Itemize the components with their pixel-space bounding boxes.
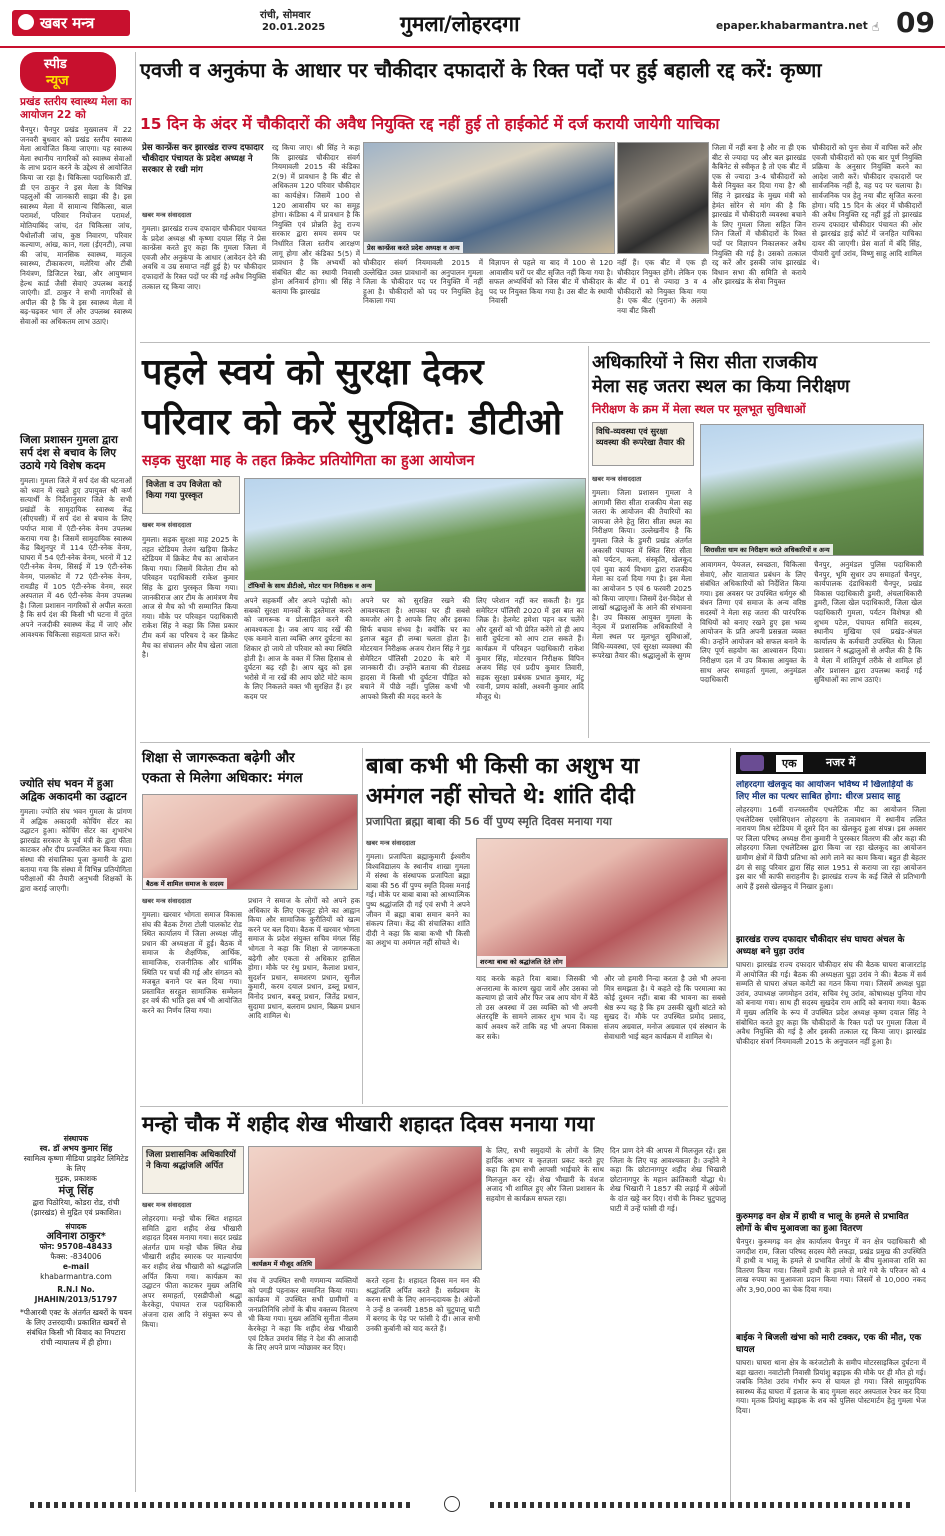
article-body: करते रहना है। शहादत दिवस मन मन की श्रद्धांजलि अर्पित करते हैं। सर्वप्रथम के करना सभी के लिए आनन्ददायक है। अंग्रेजों ने उन्हें 8 जनवरी 1858 को चुटुपालू घाटी में बरगद के पेड़ पर फांसी दे दी। आज सभी उनकी कुर्बानी को याद करते हैं।: [366, 1276, 480, 1333]
nazar-banner: एक नजर में: [736, 752, 926, 774]
news-body: लोहरदगा। 16वीं राज्यस्तरीय एथलेटिक मीट का आयोजन जिला एथलेटिक्स एसोसिएशन लोहरदगा के तत्वावधान में स्थानीय ललित नारायण मिश्र स्टेडियम में दूसरे दिन का खेलकूद हुआ संपन्न। इस अवसर पर जिला परिषद अध्यक्ष रीना कुमारी ने पुरस्कार वितरण की और कहा की लोहरदगा जिला एथलेटिक्स द्वारा किया जा रहा खेलकूद का आयोजन ग्रामीण क्षेत्रों में छिपी प्रतिभा को आगे लाने का काम किया। बहुत ही बेहतर ढंग से साहू परिवार द्वारा सिंह साल 1951 से कराया जा रहा आयोजन इस बार भी काफी सराहनीय है। झारखंड राज्य के कई जिले से प्रतिभागी आये हैं इससे खेलकूद में निखार हुआ।: [736, 805, 926, 891]
news-headline: कुरुमगढ़ वन क्षेत्र में हाथी व भालू के हमले से प्रभावित लोगों के बीच मुआवजा का हुआ वितरण: [736, 1212, 909, 1234]
color-bar: [490, 1502, 910, 1508]
speed-news-badge: स्पीड न्यूज: [20, 52, 116, 92]
article-body: नहीं हैं। एक बीट में एक ही चौकीदार नियुक्त होंगे। लेकिन एक बीट में 01 से ज्यादा 3 व 4 चौकीदारों को नियुक्त किया गया है। एक बीट (पुराना) के अलावे नया बीट किसी: [617, 258, 707, 315]
article-body: के लिए, सभी समुदायों के लोगों के लिए हार्दिक आभार व कृतज्ञता प्रकट करते हुए कहा कि हम सभी आपसी भाईचारे के साथ मिलजुल कर रहें। शेख भीखारी के वंशज अजाद भी शामिल हुए और जिला प्रशासन के सहयोग से कार्यक्रम सफल रहा।: [486, 1146, 604, 1203]
article-body: चैनपुर, अनुमंडल पुलिस पदाधिकारी चैनपुर, भूमि सुधार उप समाहर्ता चैनपुर, कार्यपालक दंडाधिकारी चैनपुर, प्रखंड विकास पदाधिकारी डुमरी, अंचलाधिकारी डुमरी, जिला खेल पदाधिकारी, जिला खेल पदाधिकारी गुमला, पर्यटन विशेषज्ञ श्री शुभम पटेल, पंचायत समिति सदस्य, स्थानीय मुखिया एवं प्रखंड-अंचल कार्यालय के कर्मचारी उपस्थित थे। जिला प्रशासन ने श्रद्धालुओं से अपील की है कि वे मेला में शांतिपूर्ण तरीके से शामिल हों और प्रशासन द्वारा उपलब्ध कराई गई सुविधाओं का लाभ उठाएं।: [814, 560, 922, 685]
safety-box: विजेता व उप विजेता को किया गया पुरस्कृत: [142, 476, 240, 514]
article-body: अपने सहकर्मी और अपने पड़ोसी को। सबको सुरक्षा मानकों के इस्तेमाल करने को जागरूक व प्रोत्साहित करने की आवश्यकता है। जब आप याद रखें की एक कमाने वाला व्यक्ति अगर दुर्घटना का शिकार हो जाये तो परिवार को क्या स्थिति होती है। आज के वक्त में जिस हिसाब से दुर्घटना बढ़ रही है। आप खुद को इस भरोसे में ना रखें की आप छोटे मोटे काम के लिए निकलते वक्त भी सुरक्षित हैं। हर कदम पर: [244, 596, 352, 701]
news-headline: जिला प्रशासन गुमला द्वारा सर्प दंश से बचाव के लिए उठाये गये विशेष कदम: [20, 434, 118, 472]
section-title: गुमला/लोहरदगा: [400, 12, 520, 36]
baba-headline-2: अमंगल नहीं सोचते थे: शांति दीदी: [366, 784, 635, 809]
article-body: गुमला। झारखंड राज्य दफादार चौकीदार पंचायत के प्रदेश अध्यक्ष श्री कृष्णा दयाल सिंह ने प्रेस कान्फ्रेंस करते हुए कहा कि गुमला जिला में एवजी और अनुकंपा के आधार (आवेदन देने की अवधि व उम्र समाप्त नहीं हुई है) पर चौकीदार दफादारों के रिक्त पदों पर की गई अवैध नियुक्ति तत्काल रद्द किया जाए।: [142, 224, 266, 291]
fair-box: विधि-व्यवस्था एवं सुरक्षा व्यवस्था की रूपरेखा तैयार की: [592, 422, 694, 466]
byline: खबर मन्त्र संवाददाता: [142, 211, 192, 219]
column-divider: [730, 748, 731, 1508]
safety-headline-2: परिवार को करें सुरक्षित: डीटीओ: [142, 402, 563, 443]
photo-caption: सिरासीता धाम का निरीक्षण करते अधिकारियों व अन्य: [701, 544, 833, 555]
cursor-icon: ☝: [872, 20, 880, 34]
news-body: चैनपुर। चैनपुर प्रखंड मुख्यालय में 22 जनवरी बुधवार को प्रखंड स्तरीय स्वास्थ्य मेला आयोजित किया जाएगा। यह स्वास्थ्य मेला स्थानीय नागरिकों को स्वास्थ्य सेवाओं के लाभ प्रदान करने के उद्देश्य से आयोजित किया जा रहा है। चिकित्सा पदाधिकारी डॉ. डी एन ठाकुर ने इस मेला के विभिन्न पहलुओं की जानकारी साझा की है। इस स्वास्थ्य मेला में सामान्य चिकित्सा, बाल परामर्श, परिवार नियोजन परामर्श, मोतियाबिंद जांच, दंत चिकित्सा जांच, पैथोलॉजी जांच, कुष्ठ निवारण, परिवार कल्याण, आंख, कान, गला (ईएनटी), त्वचा की जांच, मानसिक स्वास्थ्य, मातृत्व स्वास्थ्य, टीकाकरण, मलेरिया और टीबी नियंत्रण, डिजिटल रेखा, और आयुष्मान हेल्थ कार्ड जैसी सेवाएं उपलब्ध कराई जाएंगी। डॉ. ठाकुर ने सभी नागरिकों से अपील की है कि वे इस स्वास्थ्य मेला में बढ़-चढ़कर भाग लें और उपलब्ध स्वास्थ्य सेवाओं का अधिकतम लाभ उठाएं।: [20, 125, 132, 326]
lead-photo: [363, 142, 615, 254]
photo-caption: शरन्धा बाबा को श्रद्धांजलि देते लोग: [477, 956, 566, 967]
lead-photo-2: [617, 142, 709, 254]
byline: खबर मन्त्र संवाददाता: [142, 897, 192, 905]
page-number: 09: [896, 6, 935, 39]
article-body: चौकीदार संवर्ग नियमावली 2015 में उल्लेखित उक्त प्रावधानों का अनुपालन गुमला जिला के चौकीदार पद पर नियुक्ति में नहीं हुआ है। चौकीदारों को पद पर नियुक्ति हेतु निकाला गया: [363, 258, 483, 306]
article-body: मंच में उपस्थित सभी गणमान्य व्यक्तियों को पगड़ी पहनाकर सम्मानित किया गया। कार्यक्रम में उपस्थित सभी ग्रामीणों व जनप्रतिनिधि लोगों के बीच वक्तव्य वितरण भी किया गया। मुख्य अतिथि सुनीता नीलम केरकेट्टा ने कहा कि शहीद शेख भीखारी एवं टिकैत उमरांव सिंह ने देश की आजादी के लिए अपने प्राण न्योछावर कर दिए।: [248, 1276, 358, 1353]
lead-subhead: 15 दिन के अंदर में चौकीदारों की अवैध नियुक्ति रद्द नहीं हुई तो हाईकोर्ट में दर्ज करायी जायेगी याचिका: [140, 115, 720, 133]
article-body: दिन प्राण देने की आपस में मिलजुल रहें। इस जिला के लिए यह आवश्यकता है। उन्होंने ने कहा कि छोटानागपुर शहीद शेख भिखारी छोटानागपुर के महान क्रांतिकारी योद्धा थे। शेख भिखारी ने 1857 की लड़ाई में अंग्रेजों के दांत खट्टे कर दिए। रांची के निकट चुटुपालू घाटी में उन्हें फांसी दी गई।: [610, 1146, 726, 1213]
article-body: और जो हमारी निन्दा करता है उसे भी अपना मित्र समझता है। ये कहते रहे कि परमात्मा का कोई दुश्मन नहीं। बाबा की भावना का सबसे श्रेष्ठ रूप यह है कि हम उसकी खुशी बांटते को सुखद दें। मौके पर उपस्थित प्रमोद प्रसाद, संजय अग्रवाल, मनोज अग्रवाल एवं संस्थान के सेवाधारी भाई बहन कार्यक्रम में शामिल थे।: [604, 974, 726, 1041]
article-body: लोहरदगा। मन्हो चौक स्थित शहादत समिति द्वारा शहीद शेख भीखारी शहादत दिवस मनाया गया। सदर प्रखंड अंतर्गत ग्राम मन्हो चौक स्थित शेख भीखारी शहीद स्मारक पर माल्यार्पण कर शहीद शेख भीखारी को श्रद्धांजलि अर्पित किया गया। कार्यक्रम का उद्घाटन फीता काटकर मुख्य अतिथि अपर समाहर्ता, एसडीपीओ श्रद्धा केरकेट्टा, पंचायत राज पदाधिकारी अंजना दास आदि ने संयुक्त रूप से किया।: [142, 1214, 242, 1329]
section-divider: [140, 342, 930, 343]
lead-headline: एवजी व अनुकंपा के आधार पर चौकीदार दफादारों के रिक्त पदों पर हुई बहाली रद्द करें: कृष्णा: [140, 58, 822, 82]
brand-icon: [18, 14, 34, 30]
photo-caption: प्रेस कान्फ्रेंस करते प्रदेश अध्यक्ष व अन्य: [364, 242, 463, 253]
column-divider: [588, 346, 589, 738]
register-mark-icon: [444, 1496, 460, 1512]
article-body: जिला में नहीं बना है और ना ही एक बीट से ज्यादा पद और बल झारखंड कैबिनेट से स्वीकृत है तो एक बीट में एक से ज्यादा 3-4 चौकीदारों को कैसे नियुक्त कर दिया गया है? श्री सिंह ने झारखंड के मुख्य मंत्री को हेमंत सोरेन से मांग की है कि झारखंड में चौकीदारी व्यवस्था बचाने के लिए गुमला जिला सहित जिन जिन जिलों में चौकीदारों के रिक्त पदों पर विज्ञापन निकालकर अवैध नियुक्ति की गई है। उसको तत्काल रद्द करें और इसकी जांच झारखंड विधान सभा की समिति से कराये और झारखंड के सेवा नियुक्त: [712, 143, 806, 287]
education-headline-2: एकता से मिलेगा अधिकार: मंगल: [142, 770, 303, 786]
martyr-headline: मन्हो चौक में शहीद शेख भीखारी शहादत दिवस मनाया गया: [142, 1112, 595, 1136]
article-body: याद करके कहते रिवा बाबा। जिसकी भी अन्तरात्मा के कारण खुदा जायें और उसका जो कल्याण हो जाये और फिर जब आप योग में बैठें तो उस अवस्था में उस व्यक्ति को भी अपनी अंतरदृष्टि के सामने लाकर शुभ भाव दें। यह कार्य अवश्य करें ताकि वह भी अपना विकास कर सके।: [476, 974, 598, 1041]
fair-photo: [700, 424, 924, 556]
article-body: अपने घर को सुरक्षित रखने की आवश्यकता है। आपका घर ही सबसे कमजोर अंग है आपके लिए और इसका सिर्फ बचाव संभव है। क्योंकि घर का इलाज बहुत ही लम्बा चलता होता है। मोटरयान निरीक्षक अजय रोशन सिंह ने गुड सेमेरिटन पॉलिसी 2020 के बारे में जानकारी दी। उन्होंने बताया की रोडसड हादसा में किसी भी दुर्घटना पीड़ित को बचाने में पीछे नहीं। पुलिस कभी भी आपको किसी की मदद करने के: [360, 596, 470, 701]
news-body: गुमला। गुमला जिले में सर्प दंश की घटनाओं को ध्यान में रखते हुए उपायुक्त श्री कर्ण सत्यार्थी के निर्देशानुसार जिले के सभी प्रखंडों के सामुदायिक स्वास्थ्य केंद्र (सीएचसी) में सर्प दंश से बचाव के लिए पर्याप्त मात्रा में एंटी-स्नेक वेनम उपलब्ध कराया गया है। जिसमें सामुदायिक स्वास्थ्य केंद्र बिशुनपुर में 114 एंटी-स्नेक वेनम, घाघरा में 54 एंटी-स्नेक वेनम, भरनो में 12 एंटी-स्नेक वेनम, सिसई में 19 एंटी-स्नेक वेनम, पालकोट में 72 एंटी-स्नेक वेनम, रायडीह में 105 एंटी-स्नेक वेनम, सदर अस्पताल में 46 एंटी-स्नेक वेनम उपलब्ध है। जिला प्रशासन नागरिकों से अपील करता है कि सर्प दंश की किसी भी घटना में तुरंत अपने नजदीकी स्वास्थ्य केंद्र में जाएं और आवश्यक चिकित्सा सहायता प्राप्त करें।: [20, 476, 132, 639]
nazar-logo-icon: [740, 755, 764, 771]
news-body: घाघरा। घाघरा थाना क्षेत्र के करंजटोली के समीप मोटरसाइकिल दुर्घटना में बड़ा खतरा। नवाटोली निवासी प्रियांशु बड़ाइक की मौके पर ही मौत हो गई। जबकि नितेश उरांव गंभीर रूप से घायल हो गया। जिसे सामुदायिक स्वास्थ्य केंद्र घाघरा में इलाज के बाद गुमला सदर अस्पताल रेफर कर दिया गया। मृतक प्रियांशु बड़ाइक के शव को पुलिस पोस्टमार्टम हेतु गुमला भेज दिया।: [736, 1358, 926, 1415]
baba-subhead: प्रजापिता ब्रह्मा बाबा की 56 वीं पुण्य स्मृति दिवस मनाया गया: [366, 815, 612, 828]
article-body: लिए परेशान नहीं कर सकती है। गुड समेरिटन पॉलिसी 2020 में इस बात का जिक्र है। हेलमेट हमेशा पहन कर चलेंगे और दूसरों को भी प्रेरित करेंगे तो ही आप सारी दुर्घटना को आप टाल सकते हैं। कार्यक्रम में परिवहन पदाधिकारी राकेश कुमार सिंह, मोटरयान निरीक्षक विपिन अजय सिंह एवं प्रदीप कुमार तिवारी, सड़क सुरक्षा प्रबंधक प्रभात कुमार, मंटू रवानी, प्रणय कांसी, अश्वनी कुमार आदि मौजूद थे।: [476, 596, 584, 701]
column-divider: [362, 748, 363, 1104]
byline: खबर मन्त्र संवाददाता: [142, 1201, 192, 1209]
section-divider: [140, 1106, 728, 1107]
article-body: विज्ञापन से पहले या बाद में 100 से 120 आवासीय घरों पर बीट सृजित नहीं किया गया है। सफल अभ्यर्थियों को जिस बीट में चौकीदार के पद पर नियुक्त किया गया है। उस बीट के स्थायी निवासी: [489, 258, 613, 306]
news-headline: बाईक ने बिजली खंभा को मारी टक्कर, एक की मौत, एक घायल: [736, 1333, 922, 1355]
education-headline-1: शिक्षा से जागरूकता बढ़ेगी और: [142, 750, 295, 766]
byline: खबर मन्त्र संवाददाता: [366, 839, 416, 847]
news-body: घाघरा। झारखंड राज्य दफादार चौकीदार संघ की बैठक घाघरा बाजारटांड़ में आयोजित की गई। बैठक की अध्यक्षता घुड़ा उरांव ने की। बैठक में सर्व सम्मति से घाघरा अंचल कमेटी का गठन किया गया। जिसमें अध्यक्ष घुड़ा उरांव, उपाध्यक्ष जगमोहन उरांव, सचिव रंथू उरांव, कोषाध्यक्ष पुनिया गोप को बनाया गया। साथ ही सदस्य सुखदेव राम आदि को बनाया गया। बैठक में मुख्य अतिथि के रूप में उपस्थित प्रदेश अध्यक्ष कृष्ण दयाल सिंह ने संबोधित करते हुए कहा कि चौकीदारों के रिक्त पदों पर गुमला जिला में अवैध नियुक्ति की गई है और इसकी तत्काल रद्द किया जाए। झारखंड चौकीदार संवर्ग नियमावली 2015 के अनुपालन नहीं हुआ है।: [736, 960, 926, 1046]
news-body: चैनपुर। कुरुमगढ़ वन क्षेत्र कार्यालय चैनपुर में वन क्षेत्र पदाधिकारी श्री जगदीश राम, जिला परिषद सदस्य मेरी लकड़ा, प्रखंड प्रमुख की उपस्थिति में हाथी व भालू के हमले से प्रभावित लोगों के बीच मुआवजा राशि का वितरण किया गया। जिसमें हाथी के हमले से मारे गये के परिजन को 4 लाख रुपया का मुआवजा प्रदान किया गया। जिसमें से 10,000 नकद और 3,90,000 का चेक दिया गया।: [736, 1237, 926, 1294]
article-body: चौकीदारों को पुनः सेवा में वापिस करें और एवजी चौकीदारों को एक बार पूर्ण नियुक्ति प्रक्रिया के अनुसार नियुक्ति करने का आदेश जारी करें। चौकीदार दफादारों पर सार्वजनिक नहीं है, वह पद पर चलाया है। सार्वजनिक पत्र हेतु नया बीट सृजित करना होगा। यदि 15 दिन के अंदर में चौकीदारों की अवैध नियुक्ति रद्द नहीं हुई तो झारखंड राज्य दफादार चौकीदार पंचायत की ओर से झारखंड हाई कोर्ट में जनहित याचिका दायर की जाएगी। प्रेस वार्ता में बंदि सिंह, पीयारी दुर्गा उरांव, विष्णु साहू आदि शामिल थे।: [812, 143, 922, 268]
epaper-site[interactable]: epaper.khabarmantra.net: [716, 20, 868, 32]
masthead: [0, 0, 945, 48]
nazar-item: [736, 1212, 926, 1327]
fair-headline-1: अधिकारियों ने सिरा सीता राजकीय: [592, 352, 818, 373]
article-body: आवागमन, पेयजल, स्वच्छता, चिकित्सा सेवाएं, और यातायात प्रबंधन के लिए संबंधित अधिकारियों को निर्देशित किया गया। इस अवसर पर उपस्थित धर्मगुरु श्री बंधन तिग्गा एवं समाज के अन्य वरिष्ठ सदस्यों ने मेला सह जतरा की पारंपरिक विधियों को बनाए रखने हुए इस भव्य आयोजन के प्रति अपनी प्रसन्नता व्यक्त की। उन्होंने आयोजन को सफल बनाने के लिए पूर्ण सहयोग का आश्वासन दिया। निरीक्षण दल में उप विकास आयुक्त के साथ अपर समाहर्ता गुमला, अनुमंडल पदाधिकारी: [700, 560, 806, 685]
section-divider: [140, 742, 930, 743]
safety-photo: [244, 478, 586, 592]
martyr-box: जिला प्रशासनिक अधिकारियों ने किया श्रद्धांजलि अर्पित: [142, 1146, 244, 1194]
news-headline: झारखंड राज्य दफादार चौकीदार संघ घाघरा अंचल के अध्यक्ष बने घुड़ा उरांव: [736, 935, 905, 957]
news-headline: लोहरदगा खेलकूद का आयोजन भविष्य में खिलाड़ियों के लिए मील का पत्थर साबित होगा: धीरज प्रसाद साहू: [736, 780, 913, 802]
speed-news-item: [20, 778, 132, 1112]
photo-caption: बैठक में शामिल समाज के सदस्य: [143, 878, 227, 889]
photo-caption: टॉफियों के साथ डीटीओ, मोटर यान निरीक्षक व अन्य: [245, 580, 375, 591]
safety-subhead: सड़क सुरक्षा माह के तहत क्रिकेट प्रतियोगिता का हुआ आयोजन: [142, 453, 475, 469]
byline: खबर मन्त्र संवाददाता: [142, 521, 192, 529]
nazar-item: [736, 780, 926, 929]
nazar-column: [736, 780, 926, 1508]
imprint: संस्थापक स्व. डॉ अभय कुमार सिंह स्वामित्व कृष्णा मीडिया प्राइवेट लिमिटेड के लिए मुद्रक, प्रकाशक मंजू सिंह द्वारा पिठोरिया, कोडरा रोड, रांची (झारखंड) से मुद्रित एवं प्रकाशित। संपादक अविनाश ठाकुर* फोन: 95708-48433 फैक्स: -834006 e-mail khabarmantra.com R.N.I No. JHAHIN/2013/51797 *पीआरबी एक्ट के अंतर्गत खबरों के चयन के लिए उत्तरदायी। प्रकाशित खबरों से संबंधित किसी भी विवाद का निपटारा रांची न्यायालय में ही होगा।: [20, 1134, 132, 1347]
speed-news-item: [20, 96, 132, 430]
martyr-photo: [248, 1146, 482, 1270]
photo-caption: कार्यक्रम में मौजूद अतिथि: [249, 1258, 315, 1269]
fair-subhead: निरीक्षण के क्रम में मेला स्थल पर मूलभूत सुविधाओं: [592, 402, 806, 416]
article-body: प्रधान ने समाज के लोगों को अपने हक अधिकार के लिए एकजुट होने का आह्वान किया और सामाजिक कुरीतियों को खत्म करने पर बल दिया। बैठक में खरवार भोगता समाज के प्रदेश संयुक्त सचिव मंगल सिंह भोगता ने कहा कि शिक्षा से जागरूकता बढ़ेगी और एकता से अधिकार हासिल होगा। मौके पर रंथु प्रधान, कैलाश प्रधान, सुदर्शन प्रधान, समशरण प्रधान, सुनील कुमारी, करम दयाल प्रधान, डब्लू प्रधान, विनोद प्रधान, बबलू प्रधान, जितेंद्र प्रधान, सुदामा प्रधान, बलराम प्रधान, बिक्रम प्रधान आदि शामिल थे।: [248, 896, 360, 1021]
byline: खबर मन्त्र संवाददाता: [592, 475, 642, 483]
article-body: गुमला। सड़क सुरक्षा माह 2025 के तहत स्टेडियम तेलंग खड़िया क्रिकेट स्टेडियम में क्रिकेट मैच का आयोजन किया गया। जिसमें विजेता टीम को परिवहन पदाधिकारी राकेश कुमार सिंह के द्वारा पुरस्कृत किया गया। जानकीराज आर टीम के आमंत्रण मैच आज से मैच को भी सम्मानित किया गया। मौके पर परिवहन पदाधिकारी राकेश सिंह ने कहा कि जिस प्रकार टीम कर्म का परिचय दे कर क्रिकेट मैच का संचालन और मैच खेला जाता है।: [142, 535, 238, 660]
article-body: गुमला। खरवार भोगता समाज विकास संघ की बैठक टेंगरा टोली पालकोट रोड स्थित कार्यालय में जिला अध्यक्ष जीतू प्रधान की अध्यक्षता में हुई। बैठक में समाज के शैक्षणिक, आर्थिक, सामाजिक, राजनीतिक और धार्मिक स्थिति पर चर्चा की गई और संगठन को मजबूत बनाने पर बल दिया गया। प्रस्तावित सरहुल सामाजिक सम्मेलन हर वर्ष की भांति इस वर्ष भी आयोजित करने का निर्णय लिया गया।: [142, 910, 242, 1015]
header-date: 20.01.2025: [262, 22, 326, 33]
column-divider: [135, 52, 136, 1492]
article-body: गुमला। प्रजापिता ब्रह्माकुमारी ईश्वरीय विश्वविद्यालय के स्थानीय शाखा गुमला में संस्था के संस्थापक प्रजापिता ब्रह्मा बाबा की 56 वीं पुण्य स्मृति दिवस मनाई गई। मौके पर बाबा बाबा को आध्यात्मिक पुष्प श्रद्धांजलि दी गई एवं सभी ने अपने जीवन में ब्रह्मा बाबा समान बनने का संकल्प लिया। केंद्र की संचालिका शांति दीदी ने कहा कि बाबा कभी भी किसी का अशुभ या अमंगल नहीं सोचते थे।: [366, 852, 470, 948]
speed-news-item: [20, 434, 132, 774]
news-body: गुमला। ज्योति संघ भवन गुमला के प्रांगण में अद्विक अकादमी कोचिंग सेंटर का उद्घाटन हुआ। कोचिंग सेंटर का शुभारंभ झारखंड सरकार के पूर्व मंत्री के द्वारा फीता काटकर और दीप प्रज्वलित कर किया गया। संस्था की संचालिका पूजा कुमारी के द्वारा बताया गया कि संस्था में विभिन्न प्रतियोगिता परीक्षाओं की तैयारी अनुभवी शिक्षकों के द्वारा कराई जाएगी।: [20, 807, 132, 893]
brand-name: खबर मन्त्र: [40, 14, 95, 32]
nazar-item: [736, 935, 926, 1206]
news-headline: प्रखंड स्तरीय स्वास्थ्य मेला का आयोजन 22 को: [20, 96, 132, 121]
baba-photo: [476, 838, 728, 968]
baba-headline-1: बाबा कभी भी किसी का अशुभ या: [366, 754, 640, 779]
safety-headline-1: पहले स्वयं को सुरक्षा देकर: [142, 352, 484, 393]
news-headline: ज्योति संघ भवन में हुआ अद्विक अकादमी का उद्घाटन: [20, 778, 127, 803]
fair-headline-2: मेला सह जतरा स्थल का किया निरीक्षण: [592, 376, 850, 397]
article-body: गुमला। जिला प्रशासन गुमला ने आगामी सिरा सीता राजकीय मेला सह जतरा के आयोजन की तैयारियों का जायजा लेने हेतु सिरा सीता स्थल का निरीक्षण किया। उल्लेखनीय है कि गुमला जिले के डुमरी प्रखंड अंतर्गत अकासी पंचायत में स्थित सिरा सीता को पर्यटन, कला, संस्कृति, खेलकूद एवं युवा कार्य विभाग द्वारा राजकीय मेला का दर्जा दिया गया है। इस मेला का आयोजन 5 एवं 6 फरवरी 2025 को किया जाएगा। जिसमें देश-विदेश से लाखों श्रद्धालुओं के आने की संभावना है। उप विकास आयुक्त गुमला के नेतृत्व में प्रशासनिक अधिकारियों ने मेला स्थल पर मूलभूत सुविधाओं, विधि-व्यवस्था, एवं सुरक्षा व्यवस्था की रूपरेखा तैयार की। श्रद्धालुओं के सुगम: [592, 488, 692, 661]
header-city: रांची, सोमवार: [260, 10, 311, 21]
nazar-item: [736, 1333, 926, 1468]
article-body: रद्द किया जाए। श्री सिंह ने कहा कि झारखंड चौकीदार संवर्ग नियमावली 2015 की कंडिका 2(9) में प्रावधान है कि बीट से अधिकतम 120 परिवार चौकीदार का कार्यक्षेत्र। जिसमें 100 से 120 आवासीय घर का समूह होगा। कंडिका 4 में प्रावधान है कि नियुक्ति एवं प्रोन्नति हेतु राज्य सरकार द्वारा समय समय पर निर्धारित जिला स्तरीय आरक्षण लागू होगा और कंडिका 5(5) में प्रावधान है कि अभ्यर्थी को संबंधित बीट का स्थायी निवासी होना अनिवार्य होगा। श्री सिंह ने बताया कि झारखंड: [272, 143, 360, 296]
education-photo: [142, 794, 358, 890]
color-bar: [30, 1502, 410, 1508]
lead-kicker: प्रेस कान्फ्रेंस कर झारखंड राज्य दफादार चौकीदार पंचायत के प्रदेश अध्यक्ष ने सरकार से रखी मांग: [142, 143, 264, 175]
